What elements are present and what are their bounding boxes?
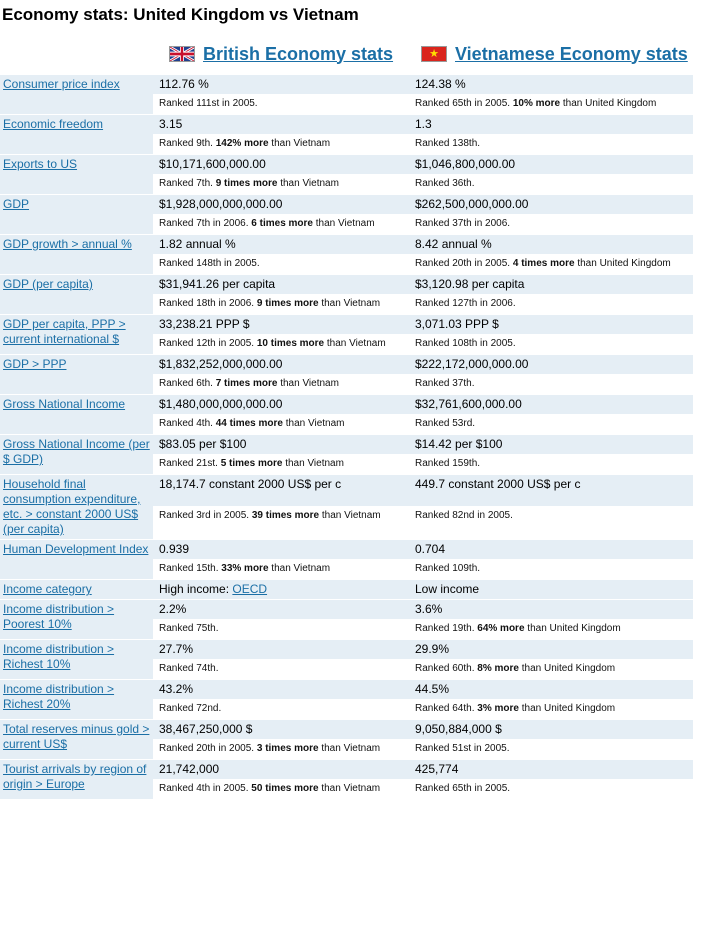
uk-rank-pre: Ranked 75th. xyxy=(159,623,219,634)
vietnam-flag-icon: ★ xyxy=(421,46,447,62)
vn-value: 29.9% xyxy=(415,642,450,656)
vn-value: 3,071.03 PPP $ xyxy=(415,317,499,331)
vn-value-cell xyxy=(409,580,693,600)
uk-rank-post: than Vietnam xyxy=(268,563,331,574)
vn-value-cell xyxy=(409,235,693,255)
vn-rank-text xyxy=(409,506,693,526)
stat-label-cell xyxy=(0,315,153,355)
uk-rank-comparison: 44 times more xyxy=(215,418,283,429)
vn-rank-comparison: 64% more xyxy=(477,623,525,634)
vn-value: 8.42 annual % xyxy=(415,237,492,251)
vn-rank-pre: Ranked 127th in 2006. xyxy=(415,298,516,309)
stat-row xyxy=(0,640,693,660)
vn-value-cell xyxy=(409,435,693,455)
vn-value-cell xyxy=(409,720,693,740)
uk-value-cell xyxy=(153,475,409,507)
uk-rank-comparison: 7 times more xyxy=(215,378,278,389)
vn-value-cell xyxy=(409,475,693,507)
uk-rank-pre: Ranked 3rd in 2005. xyxy=(159,510,252,522)
uk-value: $1,832,252,000,000.00 xyxy=(159,357,283,371)
uk-value-cell xyxy=(153,600,409,620)
uk-rank-text xyxy=(153,254,409,274)
vn-rank-pre: Ranked 51st in 2005. xyxy=(415,743,510,754)
uk-value: $1,480,000,000,000.00 xyxy=(159,397,283,411)
vn-rank-post: than United Kingdom xyxy=(560,98,657,109)
uk-rank-pre: Ranked 4th in 2005. xyxy=(159,783,252,794)
stat-label-cell xyxy=(0,155,153,195)
vn-rank-comparison: 3% more xyxy=(477,703,519,714)
stat-row xyxy=(0,760,693,780)
stats-table xyxy=(0,74,693,799)
uk-rank-text xyxy=(153,414,409,434)
uk-rank-comparison: 9 times more xyxy=(256,298,319,309)
stat-row xyxy=(0,475,693,507)
uk-rank-comparison: 3 times more xyxy=(256,743,319,754)
stat-label-cell xyxy=(0,760,153,800)
uk-value-cell xyxy=(153,235,409,255)
vn-value-cell xyxy=(409,275,693,295)
uk-value: 38,467,250,000 $ xyxy=(159,722,253,736)
uk-rank-post: than Vietnam xyxy=(324,338,386,349)
vn-rank-pre: Ranked 37th in 2006. xyxy=(415,218,511,229)
stat-label-cell xyxy=(0,355,153,395)
vn-value-cell xyxy=(409,195,693,215)
uk-rank-pre: Ranked 111st in 2005. xyxy=(159,98,258,109)
vn-rank-text xyxy=(409,334,693,354)
uk-flag-icon xyxy=(169,46,195,62)
uk-rank-text xyxy=(153,699,409,719)
stat-label-link[interactable]: Total reserves minus gold > current US$ xyxy=(3,722,150,751)
vn-value-cell xyxy=(409,155,693,175)
uk-value: 33,238.21 PPP $ xyxy=(159,317,250,331)
stat-row xyxy=(0,600,693,620)
stat-label-cell xyxy=(0,475,153,540)
stat-row xyxy=(0,355,693,375)
stat-label-link[interactable]: Income distribution > Richest 10% xyxy=(3,642,115,671)
vn-rank-text xyxy=(409,414,693,434)
uk-value-cell xyxy=(153,435,409,455)
uk-rank-pre: Ranked 72nd. xyxy=(159,703,222,714)
uk-value: 3.15 xyxy=(159,117,183,131)
vn-value: 44.5% xyxy=(415,682,450,696)
vn-value-cell xyxy=(409,600,693,620)
stat-row xyxy=(0,155,693,175)
stat-label-cell xyxy=(0,435,153,475)
vn-column-link[interactable]: Vietnamese Economy stats xyxy=(455,43,688,64)
vn-rank-pre: Ranked 82nd in 2005. xyxy=(415,510,513,522)
vn-value-cell xyxy=(409,680,693,700)
uk-rank-text xyxy=(153,619,409,639)
uk-rank-pre: Ranked 6th. xyxy=(159,378,216,389)
column-headers xyxy=(0,40,706,74)
uk-value-cell xyxy=(153,75,409,95)
stat-row xyxy=(0,540,693,560)
uk-value: 21,742,000 xyxy=(159,762,220,776)
stat-label-cell xyxy=(0,580,153,600)
uk-rank-text xyxy=(153,559,409,579)
vn-value-cell xyxy=(409,115,693,135)
vn-rank-text xyxy=(409,699,693,719)
uk-value-cell xyxy=(153,115,409,135)
stat-label-link[interactable]: Human Development Index xyxy=(3,542,149,556)
uk-rank-pre: Ranked 9th. xyxy=(159,138,216,149)
uk-value-cell xyxy=(153,315,409,335)
vn-rank-post: than United Kingdom xyxy=(518,703,616,714)
uk-rank-text xyxy=(153,779,409,799)
uk-rank-comparison: 50 times more xyxy=(251,783,319,794)
vn-rank-pre: Ranked 108th in 2005. xyxy=(415,338,516,349)
uk-rank-post: than Vietnam xyxy=(319,510,381,522)
uk-rank-post: than Vietnam xyxy=(313,218,375,229)
stat-row xyxy=(0,235,693,255)
stat-label-link[interactable]: GDP xyxy=(3,197,30,211)
vn-value: 3.6% xyxy=(415,602,443,616)
vn-rank-pre: Ranked 109th. xyxy=(415,563,481,574)
vn-rank-pre: Ranked 64th. xyxy=(415,703,478,714)
vn-value: 449.7 constant 2000 US$ per c xyxy=(415,477,581,491)
stat-row xyxy=(0,115,693,135)
stat-label-cell xyxy=(0,115,153,155)
uk-value-cell xyxy=(153,540,409,560)
vn-value: $32,761,600,000.00 xyxy=(415,397,522,411)
vn-rank-text xyxy=(409,739,693,759)
stat-row xyxy=(0,315,693,335)
stat-label-cell xyxy=(0,235,153,275)
uk-value-cell xyxy=(153,580,409,600)
uk-rank-post: than Vietnam xyxy=(268,138,331,149)
uk-rank-post: than Vietnam xyxy=(318,783,381,794)
vn-column-header xyxy=(421,40,688,68)
uk-rank-post: than Vietnam xyxy=(318,298,381,309)
uk-value-cell xyxy=(153,720,409,740)
uk-rank-pre: Ranked 7th. xyxy=(159,178,216,189)
vn-rank-comparison: 4 times more xyxy=(512,258,575,269)
uk-rank-pre: Ranked 21st. xyxy=(159,458,221,469)
uk-rank-comparison: 142% more xyxy=(215,138,269,149)
uk-value-cell xyxy=(153,355,409,375)
vn-rank-pre: Ranked 20th in 2005. xyxy=(415,258,513,269)
vn-value-cell xyxy=(409,760,693,780)
uk-rank-text xyxy=(153,374,409,394)
vn-rank-text xyxy=(409,374,693,394)
vn-rank-post: than United Kingdom xyxy=(518,663,616,674)
vn-value: $262,500,000,000.00 xyxy=(415,197,529,211)
uk-rank-text xyxy=(153,739,409,759)
vn-value: $14.42 per $100 xyxy=(415,437,503,451)
uk-value-cell xyxy=(153,680,409,700)
vn-rank-text xyxy=(409,214,693,234)
uk-value: 0.939 xyxy=(159,542,190,556)
uk-rank-comparison: 10 times more xyxy=(256,338,325,349)
vn-rank-pre: Ranked 65th in 2005. xyxy=(415,98,513,109)
vn-value: 0.704 xyxy=(415,542,446,556)
uk-rank-post: than Vietnam xyxy=(277,178,339,189)
uk-rank-text xyxy=(153,134,409,154)
vn-rank-pre: Ranked 138th. xyxy=(415,138,481,149)
vn-rank-text xyxy=(409,174,693,194)
vn-rank-text xyxy=(409,559,693,579)
vn-rank-pre: Ranked 60th. xyxy=(415,663,478,674)
uk-value: $83.05 per $100 xyxy=(159,437,247,451)
vn-rank-text xyxy=(409,294,693,314)
uk-rank-pre: Ranked 20th in 2005. xyxy=(159,743,257,754)
uk-rank-comparison: 5 times more xyxy=(220,458,283,469)
stat-label-link[interactable]: Tourist arrivals by region of origin > Europe xyxy=(3,762,147,791)
vn-value: 9,050,884,000 $ xyxy=(415,722,502,736)
uk-rank-pre: Ranked 18th in 2006. xyxy=(159,298,257,309)
uk-rank-text xyxy=(153,294,409,314)
uk-value: High income: xyxy=(159,582,233,596)
uk-rank-text xyxy=(153,94,409,114)
uk-rank-comparison: 6 times more xyxy=(251,218,313,229)
uk-rank-pre: Ranked 4th. xyxy=(159,418,216,429)
vn-rank-pre: Ranked 159th. xyxy=(415,458,481,469)
stat-row xyxy=(0,720,693,740)
vn-rank-comparison: 10% more xyxy=(512,98,561,109)
stat-label-cell xyxy=(0,680,153,720)
stat-row xyxy=(0,75,693,95)
uk-rank-pre: Ranked 148th in 2005. xyxy=(159,258,260,269)
stat-label-link[interactable]: GDP > PPP xyxy=(3,357,67,371)
vn-rank-pre: Ranked 65th in 2005. xyxy=(415,783,511,794)
vn-value: Low income xyxy=(415,582,480,596)
uk-rank-pre: Ranked 74th. xyxy=(159,663,219,674)
uk-column-header xyxy=(169,40,393,68)
vn-rank-text xyxy=(409,454,693,474)
stat-label-cell xyxy=(0,640,153,680)
vn-value: $3,120.98 per capita xyxy=(415,277,525,291)
uk-value: 18,174.7 constant 2000 US$ per c xyxy=(159,477,342,491)
uk-value: 1.82 annual % xyxy=(159,237,236,251)
vn-rank-text xyxy=(409,134,693,154)
page-title: Economy stats: United Kingdom vs Vietnam xyxy=(2,5,359,24)
vn-value: 425,774 xyxy=(415,762,459,776)
stat-row xyxy=(0,395,693,415)
uk-rank-post: than Vietnam xyxy=(277,378,339,389)
uk-value: $31,941.26 per capita xyxy=(159,277,276,291)
stat-label-cell xyxy=(0,600,153,640)
uk-rank-pre: Ranked 7th in 2006. xyxy=(159,218,252,229)
stat-label-link[interactable]: Economic freedom xyxy=(3,117,104,131)
vn-value-cell xyxy=(409,540,693,560)
oecd-link[interactable]: OECD xyxy=(232,582,268,596)
vn-value: $1,046,800,000.00 xyxy=(415,157,516,171)
stat-row xyxy=(0,680,693,700)
vn-rank-pre: Ranked 36th. xyxy=(415,178,475,189)
uk-rank-post: than Vietnam xyxy=(318,743,381,754)
uk-rank-text xyxy=(153,506,409,526)
vn-value-cell xyxy=(409,640,693,660)
stat-label-link[interactable]: Income category xyxy=(3,582,92,596)
stat-label-link[interactable]: Gross National Income (per $ GDP) xyxy=(3,437,150,466)
vn-value-cell xyxy=(409,75,693,95)
stat-label-cell xyxy=(0,540,153,580)
vn-rank-post: than United Kingdom xyxy=(524,623,621,634)
vn-rank-text xyxy=(409,619,693,639)
stat-label-cell xyxy=(0,395,153,435)
uk-value: 43.2% xyxy=(159,682,194,696)
uk-rank-post: than Vietnam xyxy=(282,418,345,429)
uk-rank-pre: Ranked 15th. xyxy=(159,563,222,574)
stat-label-cell xyxy=(0,75,153,115)
uk-rank-comparison: 33% more xyxy=(221,563,269,574)
vn-rank-post: than United Kingdom xyxy=(574,258,671,269)
vn-rank-text xyxy=(409,779,693,799)
uk-value: $10,171,600,000.00 xyxy=(159,157,266,171)
vn-rank-text xyxy=(409,254,693,274)
uk-value: 27.7% xyxy=(159,642,194,656)
stat-label-cell xyxy=(0,275,153,315)
uk-rank-post: than Vietnam xyxy=(282,458,344,469)
uk-rank-text xyxy=(153,214,409,234)
uk-rank-pre: Ranked 12th in 2005. xyxy=(159,338,257,349)
stat-label-link[interactable]: GDP (per capita) xyxy=(3,277,93,291)
stat-label-link[interactable]: Exports to US xyxy=(3,157,78,171)
vn-value-cell xyxy=(409,395,693,415)
uk-value-cell xyxy=(153,640,409,660)
uk-value-cell xyxy=(153,760,409,780)
uk-value: 112.76 % xyxy=(159,77,209,91)
vn-rank-text xyxy=(409,94,693,114)
stat-label-link[interactable]: Income distribution > Poorest 10% xyxy=(3,602,115,631)
vn-value-cell xyxy=(409,315,693,335)
uk-rank-comparison: 9 times more xyxy=(215,178,278,189)
stat-label-link[interactable]: Consumer price index xyxy=(3,77,120,91)
vn-value: $222,172,000,000.00 xyxy=(415,357,529,371)
stat-row xyxy=(0,275,693,295)
uk-value: 2.2% xyxy=(159,602,187,616)
stat-row xyxy=(0,435,693,455)
uk-rank-text xyxy=(153,334,409,354)
uk-rank-text xyxy=(153,659,409,679)
vn-rank-pre: Ranked 19th. xyxy=(415,623,478,634)
stat-label-link[interactable]: GDP growth > annual % xyxy=(3,237,132,251)
uk-value-cell xyxy=(153,395,409,415)
uk-rank-comparison: 39 times more xyxy=(251,510,320,522)
vn-rank-pre: Ranked 53rd. xyxy=(415,418,476,429)
vn-rank-text xyxy=(409,659,693,679)
stat-label-link[interactable]: Income distribution > Richest 20% xyxy=(3,682,115,711)
uk-value-cell xyxy=(153,155,409,175)
vn-value: 1.3 xyxy=(415,117,432,131)
uk-rank-text xyxy=(153,174,409,194)
vn-value-cell xyxy=(409,355,693,375)
stat-label-cell xyxy=(0,720,153,760)
uk-column-link[interactable]: British Economy stats xyxy=(203,43,394,64)
stat-row xyxy=(0,580,693,600)
vn-value: 124.38 % xyxy=(415,77,466,91)
stat-label-link[interactable]: Gross National Income xyxy=(3,397,126,411)
stat-label-cell xyxy=(0,195,153,235)
vn-rank-pre: Ranked 37th. xyxy=(415,378,475,389)
stat-row xyxy=(0,195,693,215)
uk-value: $1,928,000,000,000.00 xyxy=(159,197,283,211)
uk-rank-text xyxy=(153,454,409,474)
uk-value-cell xyxy=(153,195,409,215)
uk-value-cell xyxy=(153,275,409,295)
vn-rank-comparison: 8% more xyxy=(477,663,519,674)
stat-label-link[interactable]: GDP per capita, PPP > current international $ xyxy=(3,317,126,346)
stat-label-link[interactable]: Household final consumption expenditure, etc. > constant 2000 US$ (per capita) xyxy=(3,477,141,536)
